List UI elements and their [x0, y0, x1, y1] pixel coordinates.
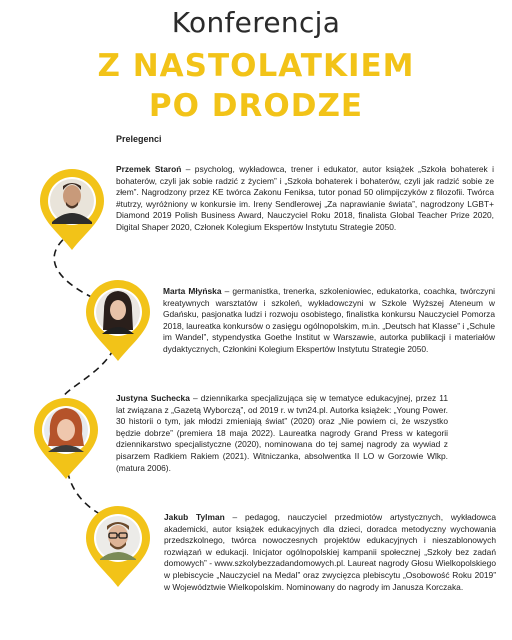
speaker-name: Justyna Suchecka: [116, 393, 190, 403]
speaker-name: Jakub Tylman: [164, 512, 225, 522]
speaker-bio: [164, 512, 496, 593]
title-line-1: Konferencja: [171, 6, 341, 39]
speaker-bio: [163, 286, 495, 356]
title-line-3: PO DRODZE: [148, 88, 364, 124]
speaker-bio: [116, 164, 494, 234]
avatar-pin-marta: [86, 280, 150, 361]
avatar-pin-jakub: [86, 506, 150, 587]
speaker-name: Przemek Staroń: [116, 164, 182, 174]
speaker-bio-text: – psycholog, wykładowca, trener i edukator, autor książek „Szkoła bohaterek i bohaterów, czyli jak sobie radzić z życiem” i „Szkoła bohaterek i bohaterów, czyli jak radzić sobie ze złem”. Nagrodzony przez KE twórca Zakonu Feniksa, tutor ponad 50 olimpijczyków z filozofii. Twórca #tutrzy, wyróżniony w konkursie im. Ireny Sendlerowej „Za naprawianie świata”, nagrodzony LGBT+ Diamond 2019 Polish Business Award, Nauczyciel Roku 2018, finalista Global Teacher Prize 2020, Digital Shaper 2020, Członek Kolegium Ekspertów Instytutu Strategie 2050.: [116, 164, 494, 232]
speaker-name: Marta Młyńska: [163, 286, 222, 296]
title-line-2: Z NASTOLATKIEM: [97, 48, 415, 84]
avatar-pin-justyna: [34, 398, 98, 479]
speaker-bio-text: – dziennikarka specjalizująca się w tematyce edukacyjnej, przez 11 lat związana z „Gazetą Wyborczą”, od 2019 r. w tvn24.pl. Autorka książek: „Young Power. 30 historii o tym, jak młodzi zmieniają świat” (2020) oraz „Nie powiem ci, że wszystko będzie dobrze” (premiera 18 maja 2022). Laureatka nagrody Grand Press w kategorii dziennikarstwo specjalistyczne (2020), nominowana do tej samej nagrody za wywiad z pisarzem Radkiem Rakiem (2021). Witniczanka, absolwentka II LO w Gorzowie Wlkp. (matura 2006).: [116, 393, 448, 473]
avatar-pin-przemek: [40, 169, 104, 250]
section-label: Prelegenci: [116, 134, 162, 144]
speaker-bio-text: – pedagog, nauczyciel przedmiotów artystycznych, wykładowca akademicki, autor książek edukacyjnych dla dzieci, doradca metodyczny wychowania przedszkolnego, twórca nowoczesnych projektów edukacyjnych i nieszablonowych rozwiązań w edukacji. Inicjator ogólnopolskiej kampanii społecznej „Szkoły bez zadań domowych” - www.szkolybezzadandomowych.pl. Laureat nagrody Głosu Wielkopolskiego w plebiscycie „Nauczyciel na Medal” oraz zwycięzca plebiscytu „Osobowość Roku 2019” w Województwie Wielkopolskim. Nominowany do nagrody im Janusza Korczaka.: [164, 512, 496, 592]
dashed-path: [54, 232, 118, 520]
speaker-bio: [116, 393, 448, 474]
speaker-bio-text: – germanistka, trenerka, szkoleniowiec, edukatorka, coachka, twórczyni kreatywnych warsztatów i szkoleń, wykładowczyni w Szkole Wyższej Ateneum w Gdańsku, pasjonatka ludzi i rozwoju osobistego, finalistka konkursu Nauczyciel Pomorza 2018, laureatka konkursów o zasięgu ogólnopolskim, m.in. „Deutsch hat Klasse” i „Schule im Wandel”, stypendystka Goethe Institut w Warszawie, autorka publikacji i materiałów dydaktycznych, Członkini Kolegium Ekspertów Instytutu Strategie 2050.: [163, 286, 496, 354]
